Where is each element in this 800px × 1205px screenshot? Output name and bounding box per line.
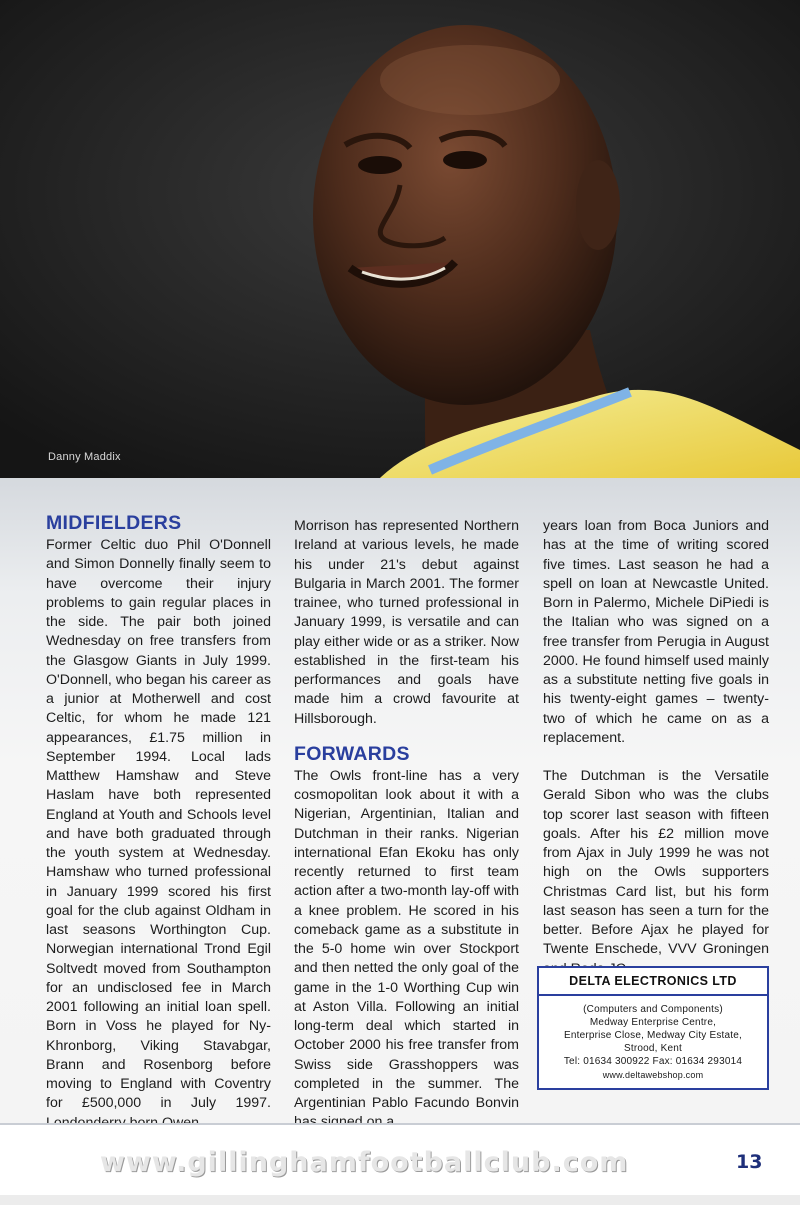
advert-line-4: Strood, Kent: [624, 1043, 682, 1054]
page-bottom-edge: [0, 1195, 800, 1205]
article-panel: [0, 478, 800, 1123]
midfielders-paragraph: Former Celtic duo Phil O'Donnell and Simon Donnelly finally seem to have overcome their injury problems to gain regular places in the side. The pair both joined Wednesday on free transfers from the Glasgow Giants in July 1999. O'Donnell, who began his career as a junior at Motherwell and cost Celtic, for whom he made 121 appearances, £1.75 million in September 1994. Local lads Matthew Hamshaw and Steve Haslam have both represented England at Youth and Schools level and have both graduated through the youth system at Wednesday. Hamshaw who turned professional in January 1999 scored his first goal for the club against Oldham in last seasons Worthington Cup. Norwegian international Trond Egil Soltvedt moved from Southampton for an undisclosed fee in March 2001 following an initial loan spell. Born in Voss he played for Ny-Khronborg, Viking Stavabgar, Brann and Rosenborg before moving to England with Coventry for £500,000 in July 1997.: [46, 537, 271, 1112]
club-website: www.gillinghamfootballclub.com: [100, 1147, 629, 1178]
advert-line-2: Medway Enterprise Centre,: [589, 1017, 717, 1028]
column-1: [46, 512, 271, 1133]
page-footer: [0, 1123, 800, 1205]
advert-title: DELTA ELECTRONICS LTD: [569, 974, 737, 988]
advert-line-3: Enterprise Close, Medway City Estate,: [563, 1030, 743, 1041]
footer-divider: [0, 1123, 800, 1125]
midfielders-paragraph-cont: Morrison has represented Northern Ireland at various levels, he made his under 21's debut against Bulgaria in March 2001. The former trainee, who turned professional in January 1999, is versatile and can play either wide or as a striker. Now established in the first-team his performances and goals have made him a crowd favourite at Hillsborough.: [294, 518, 519, 727]
delta-electronics-advert: [537, 966, 769, 1090]
forwards-paragraph: The Owls front-line has a very cosmopolitan look about it with a Nigerian, Argentinian, Italian and Dutchman in their ranks. Nigerian international Efan Ekoku has only recently returned to first team action after a two-month lay-off with a knee problem. He scored in his comeback game as a substitute in the 5-0 home win over Stockport and then netted the only goal of the game in the 1-0 Worthing Cup win at Aston Villa. Following an initial long-term deal which started in October 2000 his free transfer from Swiss side Grasshoppers was completed in the summer. The Argentinian Pablo Facundo Bonvin: [294, 767, 519, 1111]
column-2: [294, 517, 519, 1133]
forwards-paragraph-cont: years loan from Boca Juniors and has at the time of writing scored five times. Last season he had a spell on loan at Newcastle United. Born in Palermo, Michele DiPiedi is the Italian who was signed on a free transfer from Perugia in August 2000. He found himself used mainly as a substitute netting five goals in his twenty-eight games – twenty-two of which he came on as a replacement.: [543, 518, 769, 746]
column-3: [543, 517, 769, 979]
photo-caption: Danny Maddix: [48, 451, 121, 463]
midfielders-heading: MIDFIELDERS: [46, 512, 182, 534]
player-portrait-illustration: [0, 0, 800, 478]
forwards-paragraph-dutchman: The Dutchman is the Versatile Gerald Sibon who was the clubs top scorer last season with fifteen goals. After his £2 million move from Ajax in July 1999 he was not high on the Owls supporters Christmas Card list, but his form last season has seen a turn for the better. Before Ajax he played for Twente Enschede, VVV Groningen: [543, 768, 769, 958]
advert-divider: [539, 994, 767, 996]
advert-phone-fax: Tel: 01634 300922 Fax: 01634 293014: [563, 1056, 743, 1067]
advert-website: www.deltawebshop.com: [602, 1070, 704, 1080]
forwards-heading: FORWARDS: [294, 742, 410, 765]
advert-line-1: (Computers and Components): [583, 1004, 723, 1015]
player-photo: [0, 0, 800, 478]
page-number: 13: [736, 1151, 763, 1173]
